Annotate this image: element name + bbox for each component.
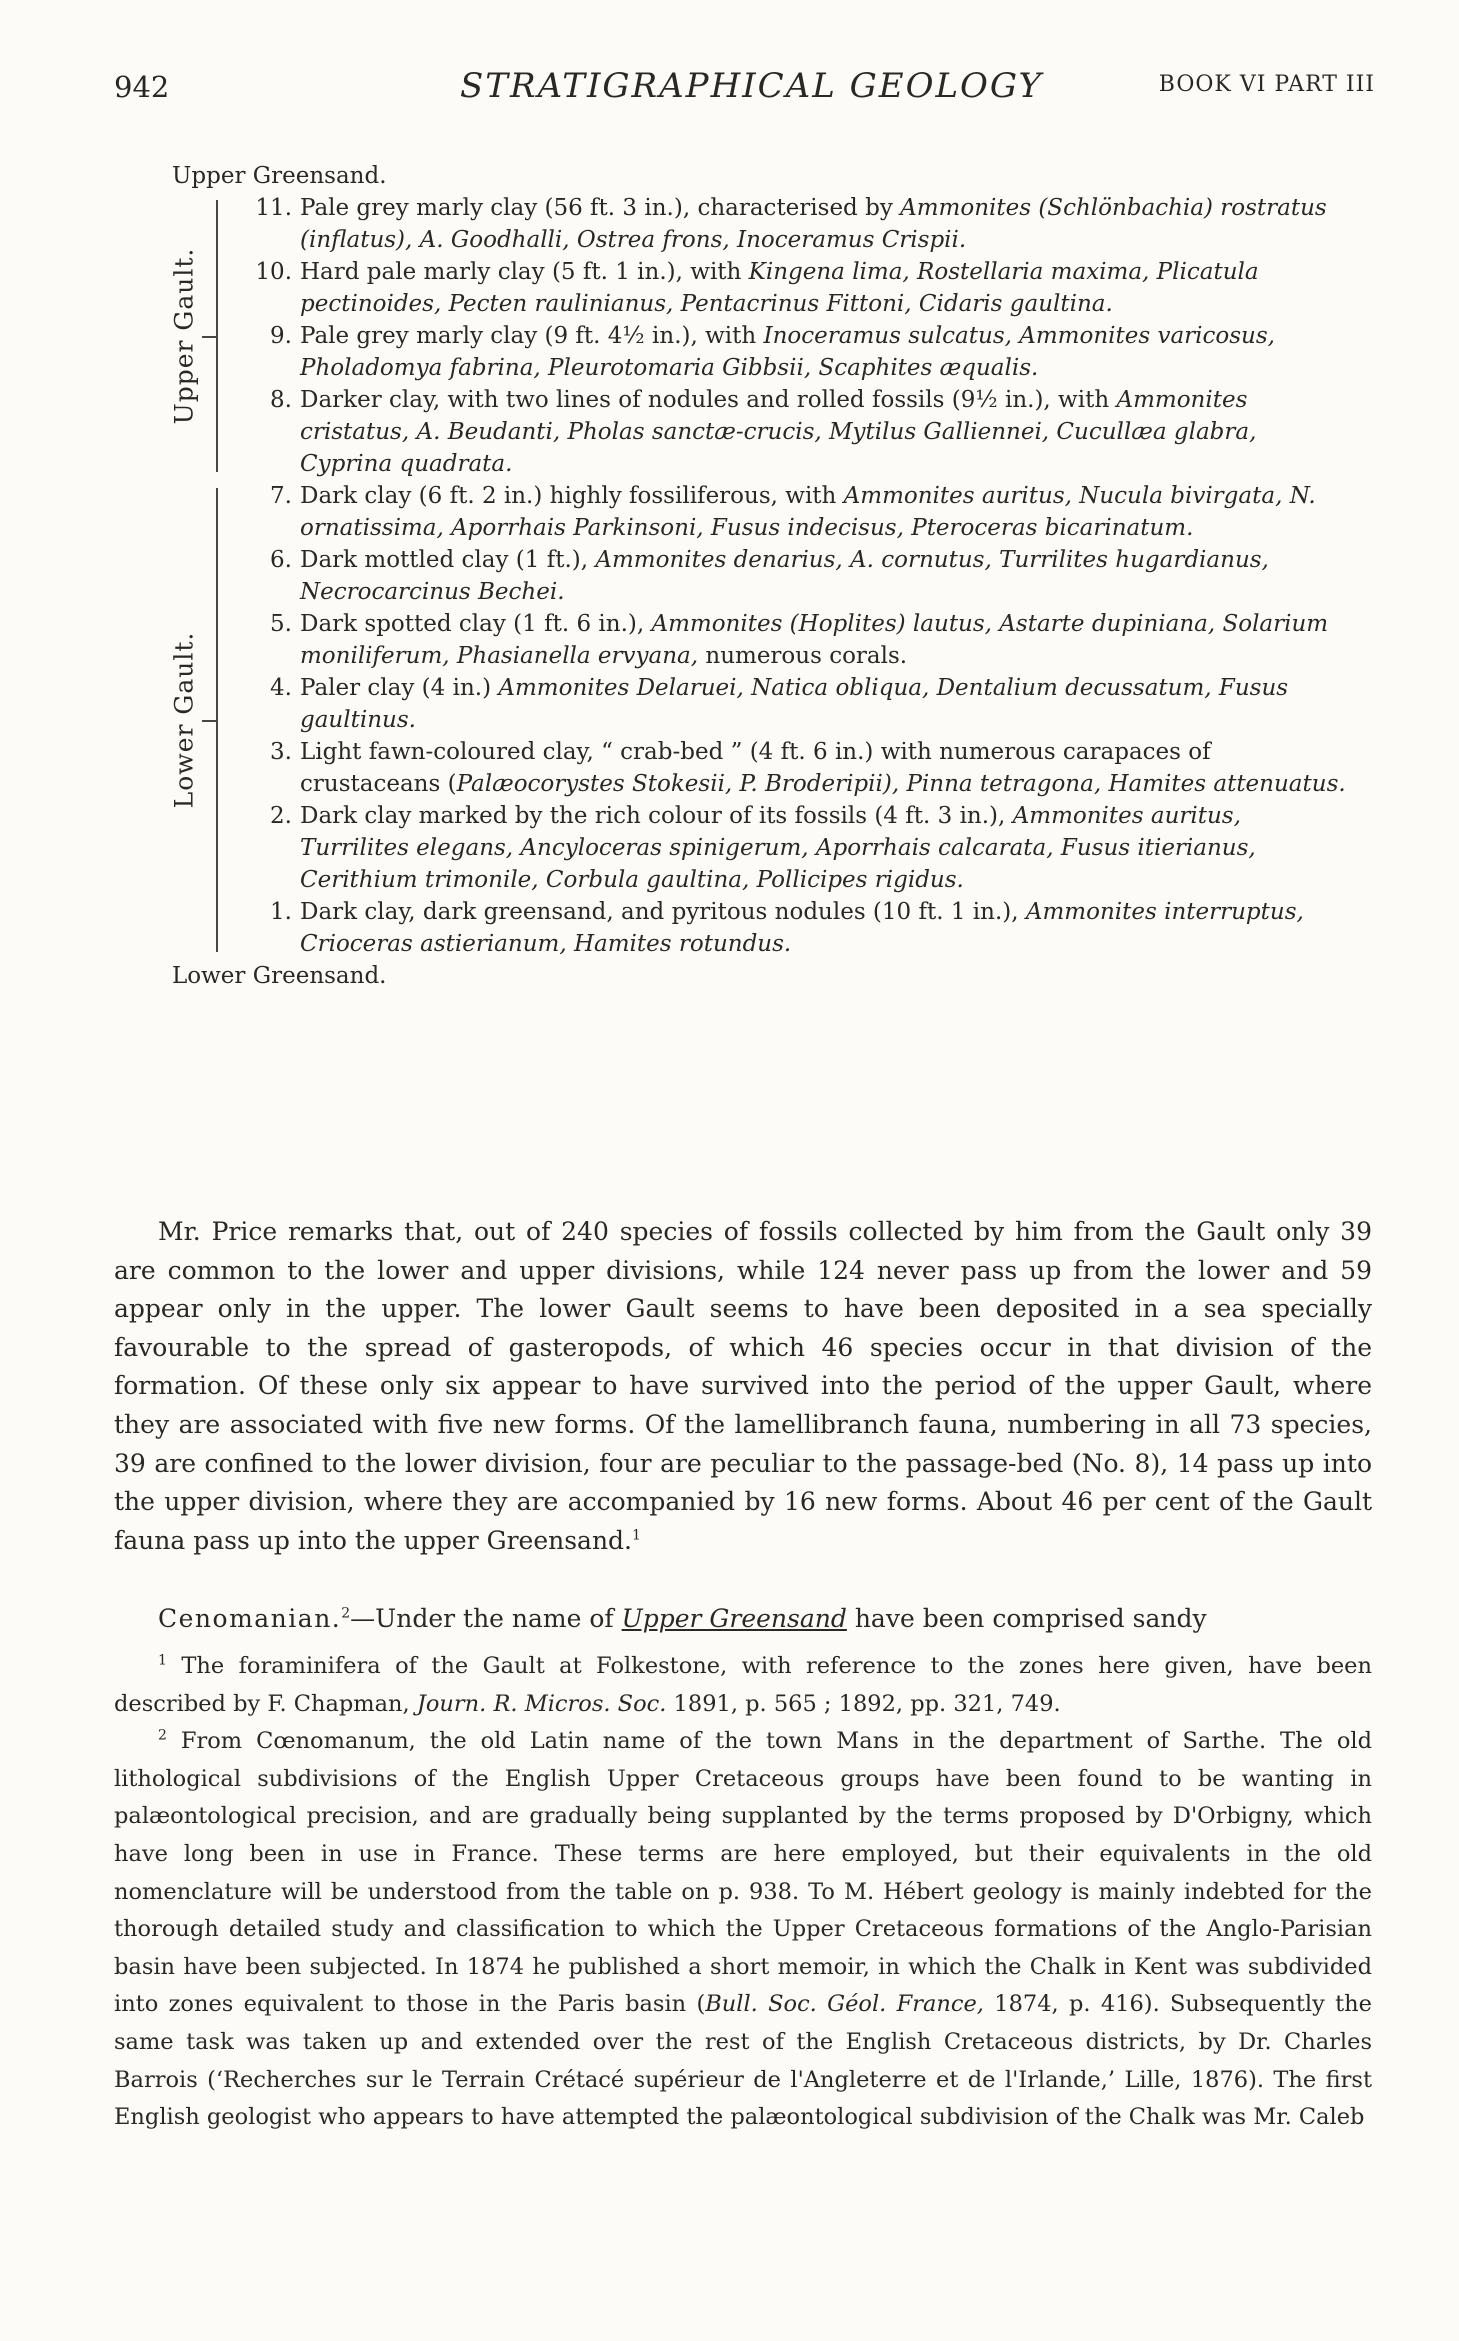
footnotes [114, 1648, 1372, 2137]
lower-gault-section [169, 480, 1347, 960]
running-title: STRATIGRAPHICAL GEOLOGY [460, 66, 1043, 106]
bed-fossils: Ammonites denarius, A. cornutus, Turrilites hugardianus, Necrocarcinus Bechei. [300, 547, 1269, 605]
bed-5 [242, 608, 1347, 672]
bed-fossils: Ammonites Delaruei, Natica obliqua, Dentalium decussatum, Fusus gaultinus. [300, 675, 1289, 733]
bed-8 [242, 384, 1347, 480]
bed-number: 10. [255, 259, 292, 285]
lower-greensand-label: Lower Greensand. [172, 963, 387, 989]
bed-10 [242, 256, 1347, 320]
bed-7 [242, 480, 1347, 544]
lower-gault-vertical-label: Lower Gault. [169, 631, 199, 809]
section-heading-cenomanian: Cenomanian. [158, 1604, 342, 1633]
bed-number: 1. [270, 899, 292, 925]
bed-description: Pale grey marly clay (9 ft. 4½ in.), with [300, 323, 764, 349]
bed-description: Dark clay, dark greensand, and pyritous nodules (10 ft. 1 in.), [300, 899, 1026, 925]
upper-gault-brace [216, 200, 230, 472]
bed-description: Hard pale marly clay (5 ft. 1 in.), with [300, 259, 749, 285]
bed-fossils: Ammonites auritus, Turrilites elegans, Ancyloceras spinigerum, Aporrhais calcarata, Fusus itierianus, Cerithium trimonile, Corbula gaultina, Pollicipes rigidus. [300, 803, 1256, 893]
bed-fossils: Ammonites auritus, Nucula bivirgata, N. ornatissima, Aporrhais Parkinsoni, Fusus indecisus, Pteroceras bicarinatum. [300, 483, 1316, 541]
upper-gault-section [169, 192, 1347, 480]
book-part: BOOK VI PART III [1158, 72, 1375, 97]
footnote-2: $^2$ From Cœnomanum, the old Latin name of the town Mans in the department of Sarthe. The old lithological subdivisions of the English Upper Cretaceous groups have been found to be wanting in palæontological precision, and are gradually being supplanted by the terms proposed by D'Orbigny, which have long been in use in France. These terms are here employed, but their equivalents in the old nomenclature will be understood from the table on p. 938. To M. Hébert geology is mainly indebted for the thorough detailed study and classification to which the Upper Cretaceous formations of the Anglo-Parisian basin have been subjected. In 1874 he published a short memoir, in which the Chalk in Kent was subdivided into zones equivalent to those in the Paris basin (Bull. Soc. Géol. France, 1874, p. 416). Subsequently the same task was taken up and extended over the rest of the English Cretaceous districts, by Dr. Charles Barrois (‘Recherches sur le Terrain Crétacé supérieur de l'Angleterre et de l'Irlande,’ Lille, 1876). The first English geologist who appears to have attempted the palæontological subdivision of the Chalk was Mr. Caleb [114, 1727, 1372, 2131]
body-paragraph-price: Mr. Price remarks that, out of 240 species of fossils collected by him from the Gault only 39 are common to the lower and upper divisions, while 124 never pass up from the lower and 59 appear only in the upper. The lower Gault seems to have been deposited in a sea specially favourable to the spread of gasteropods, of which 46 species occur in that division of the formation. Of these only six appear to have survived into the period of the upper Gault, where they are associated with five new forms. Of the lamellibranch fauna, numbering in all 73 species, 39 are confined to the lower division, four are peculiar to the passage-bed (No. 8), 14 pass up into the upper division, where they are accompanied by 16 new forms. About 46 per cent of the Gault fauna pass up into the upper Greensand.$^1$ [114, 1217, 1372, 1555]
bed-description: Dark mottled clay (1 ft.), [300, 547, 596, 573]
bed-number: 11. [255, 195, 292, 221]
bed-fossils: Palæocorystes Stokesii, P. Broderipii), Pinna tetragona, Hamites attenuatus. [456, 771, 1346, 797]
bed-fossils: Ammonites (Hoplites) lautus, Astarte dupiniana, Solarium moniliferum, Phasianella ervyana, [300, 611, 1329, 669]
footnote-1: $^1$ The foraminifera of the Gault at Folkestone, with reference to the zones here given, have been described by F. Chapman, Journ. R. Micros. Soc. 1891, p. 565 ; 1892, pp. 321, 749. [114, 1652, 1372, 1717]
bed-9 [242, 320, 1347, 384]
bed-2 [242, 800, 1347, 896]
footnote-ref-1[interactable]: 1 [632, 1527, 641, 1544]
bed-number: 4. [270, 675, 292, 701]
running-header [114, 66, 1375, 114]
bed-description: Darker clay, with two lines of nodules and rolled fossils (9½ in.), with [300, 387, 1117, 413]
bed-description: Paler clay (4 in.) [300, 675, 499, 701]
page-number: 942 [114, 70, 170, 104]
bed-6 [242, 544, 1347, 608]
bed-1 [242, 896, 1347, 960]
bed-fossils: Kingena lima, Rostellaria maxima, Plicatula pectinoides, Pecten raulinianus, Pentacrinus Fittoni, Cidaris gaultina. [300, 259, 1259, 317]
upper-gault-vertical-label: Upper Gault. [169, 247, 199, 425]
bed-number: 2. [270, 803, 292, 829]
bed-description-tail: numerous corals. [698, 643, 908, 669]
footnote-ref-2[interactable]: 2 [341, 1605, 351, 1622]
bed-fossils: Ammonites interruptus, Crioceras astierianum, Hamites rotundus. [300, 899, 1304, 957]
bed-number: 9. [270, 323, 292, 349]
bed-description: Pale grey marly clay (56 ft. 3 in.), characterised by [300, 195, 901, 221]
bed-11 [242, 192, 1347, 256]
bed-number: 5. [270, 611, 292, 637]
bed-4 [242, 672, 1347, 736]
bed-3 [242, 736, 1347, 800]
bed-number: 8. [270, 387, 292, 413]
bed-description: Dark clay (6 ft. 2 in.) highly fossiliferous, with [300, 483, 844, 509]
lower-gault-brace [216, 488, 230, 952]
bed-fossils: Ammonites cristatus, A. Beudanti, Pholas sanctæ-crucis, Mytilus Galliennei, Cucullæa glabra, Cyprina quadrata. [300, 387, 1257, 477]
bed-description: Light fawn-coloured clay, “ crab-bed ” (4 ft. 6 in.) with numerous carapaces of crustaceans ( [300, 739, 1211, 797]
term-upper-greensand: Upper Greensand [621, 1604, 847, 1633]
bed-fossils: Ammonites (Schlönbachia) rostratus (inflatus), A. Goodhalli, Ostrea frons, Inoceramus Crispii. [300, 195, 1327, 253]
bed-description: Dark clay marked by the rich colour of its fossils (4 ft. 3 in.), [300, 803, 1013, 829]
stratigraphic-table [169, 160, 1347, 992]
bed-description: Dark spotted clay (1 ft. 6 in.), [300, 611, 652, 637]
upper-greensand-label: Upper Greensand. [172, 163, 387, 189]
bed-number: 7. [270, 483, 292, 509]
bed-number: 3. [270, 739, 292, 765]
body-paragraph-cenomanian: Cenomanian.$^2$—Under the name of Upper Greensand have been comprised sandy [158, 1604, 1207, 1633]
bed-number: 6. [270, 547, 292, 573]
bed-fossils: Inoceramus sulcatus, Ammonites varicosus, Pholadomya fabrina, Pleurotomaria Gibbsii, Scaphites æqualis. [300, 323, 1275, 381]
